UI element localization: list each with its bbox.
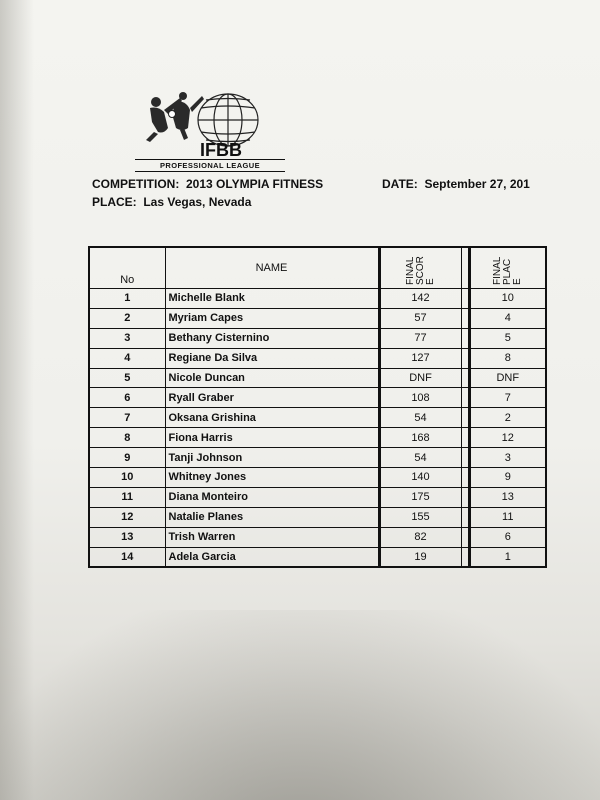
final-score: 140 (379, 468, 461, 488)
column-gap (461, 368, 469, 388)
table-row (89, 507, 546, 527)
row-number: 7 (89, 408, 165, 428)
table-row (89, 289, 546, 309)
final-score: 82 (379, 527, 461, 547)
column-gap (461, 487, 469, 507)
athlete-name: Natalie Planes (165, 507, 379, 527)
athlete-name: Diana Monteiro (165, 487, 379, 507)
table-row (89, 408, 546, 428)
competition-line (92, 177, 323, 191)
logo-wordmark: IFBB (200, 140, 242, 160)
row-number: 1 (89, 289, 165, 309)
final-place: 6 (469, 527, 546, 547)
final-score: 108 (379, 388, 461, 408)
column-gap (461, 348, 469, 368)
final-place: 10 (469, 289, 546, 309)
final-score: 19 (379, 547, 461, 567)
date-line (382, 177, 530, 191)
final-score: 175 (379, 487, 461, 507)
final-place: 11 (469, 507, 546, 527)
final-score: 54 (379, 408, 461, 428)
table-row (89, 308, 546, 328)
athlete-name: Adela Garcia (165, 547, 379, 567)
column-gap (461, 308, 469, 328)
row-number: 3 (89, 328, 165, 348)
final-place: 7 (469, 388, 546, 408)
table-row (89, 547, 546, 567)
header-final-score-label: FINAL SCOR E (404, 256, 436, 285)
place-label: PLACE: (92, 195, 137, 209)
table-header-row (89, 247, 546, 289)
header-final-place (469, 247, 546, 289)
date-label: DATE: (382, 177, 418, 191)
final-score: 127 (379, 348, 461, 368)
row-number: 8 (89, 428, 165, 448)
table-row (89, 448, 546, 468)
final-score: DNF (379, 368, 461, 388)
row-number: 14 (89, 547, 165, 567)
paper-shadow-bottom (0, 610, 600, 800)
column-gap (461, 547, 469, 567)
competition-value: 2013 OLYMPIA FITNESS (186, 177, 324, 191)
table-row (89, 388, 546, 408)
athlete-name: Michelle Blank (165, 289, 379, 309)
column-gap (461, 468, 469, 488)
final-place: 8 (469, 348, 546, 368)
final-score: 142 (379, 289, 461, 309)
column-gap (461, 507, 469, 527)
final-score: 155 (379, 507, 461, 527)
athlete-name: Oksana Grishina (165, 408, 379, 428)
competition-label: COMPETITION: (92, 177, 180, 191)
row-number: 2 (89, 308, 165, 328)
table-row (89, 368, 546, 388)
final-score: 77 (379, 328, 461, 348)
final-place: 3 (469, 448, 546, 468)
final-place: 1 (469, 547, 546, 567)
row-number: 4 (89, 348, 165, 368)
column-gap (461, 388, 469, 408)
row-number: 12 (89, 507, 165, 527)
table-row (89, 328, 546, 348)
place-line (92, 195, 251, 209)
athlete-name: Trish Warren (165, 527, 379, 547)
athlete-name: Bethany Cisternino (165, 328, 379, 348)
logo-subtitle: PROFESSIONAL LEAGUE (135, 159, 285, 172)
table-row (89, 468, 546, 488)
row-number: 9 (89, 448, 165, 468)
place-value: Las Vegas, Nevada (143, 195, 252, 209)
row-number: 13 (89, 527, 165, 547)
final-place: 4 (469, 308, 546, 328)
athlete-name: Whitney Jones (165, 468, 379, 488)
row-number: 11 (89, 487, 165, 507)
column-gap (461, 247, 469, 289)
athlete-name: Regiane Da Silva (165, 348, 379, 368)
final-place: DNF (469, 368, 546, 388)
column-gap (461, 448, 469, 468)
column-gap (461, 408, 469, 428)
column-gap (461, 428, 469, 448)
final-place: 13 (469, 487, 546, 507)
final-score: 57 (379, 308, 461, 328)
table-row (89, 487, 546, 507)
header-final-place-label: FINAL PLAC E (491, 257, 523, 285)
column-gap (461, 328, 469, 348)
athlete-name: Myriam Capes (165, 308, 379, 328)
table-row (89, 348, 546, 368)
athlete-name: Fiona Harris (165, 428, 379, 448)
results-table (88, 246, 547, 568)
table-row (89, 428, 546, 448)
header-name: NAME (165, 247, 379, 289)
header-no: No (89, 247, 165, 289)
athlete-name: Nicole Duncan (165, 368, 379, 388)
final-place: 5 (469, 328, 546, 348)
athlete-name: Ryall Graber (165, 388, 379, 408)
column-gap (461, 527, 469, 547)
date-value: September 27, 201 (424, 177, 530, 191)
column-gap (461, 289, 469, 309)
row-number: 6 (89, 388, 165, 408)
final-place: 9 (469, 468, 546, 488)
athlete-name: Tanji Johnson (165, 448, 379, 468)
final-place: 2 (469, 408, 546, 428)
final-score: 54 (379, 448, 461, 468)
header-final-score (379, 247, 461, 289)
final-place: 12 (469, 428, 546, 448)
row-number: 5 (89, 368, 165, 388)
row-number: 10 (89, 468, 165, 488)
table-row (89, 527, 546, 547)
final-score: 168 (379, 428, 461, 448)
